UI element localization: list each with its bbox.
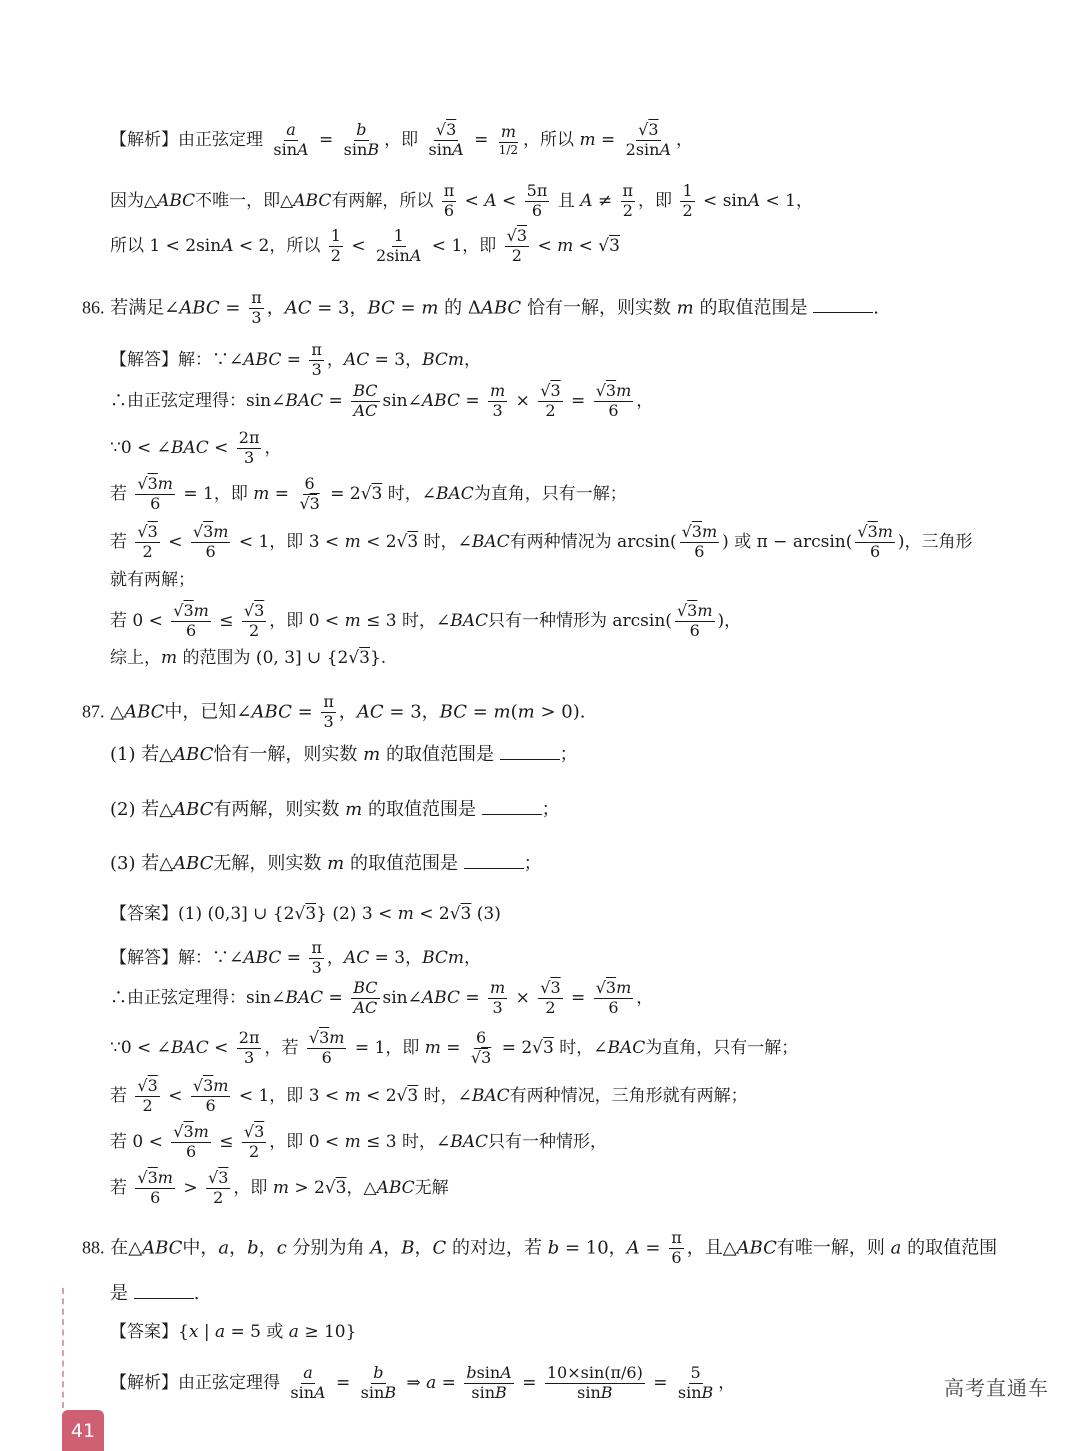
page-number: 41: [70, 1419, 96, 1442]
text-line: 若 $\frac{√3m}{6}$ > $\frac{√3}{2}$ ，即 m > 2√3，△ABC无解: [110, 1168, 449, 1207]
text-line: 若 0 < $\frac{√3m}{6}$ ≤ $\frac{√3}{2}$ ，即 0 < m ≤ 3 时，∠BAC只有一种情形为 arcsin( $\frac{√3m}{6}$ )，: [110, 601, 742, 640]
text-line: 所以 1 < 2sinA < 2，所以 $\frac{1}{2}$ < $\frac{1}{2\sin A}$ < 1，即 $\frac{√3}{2}$ < m < √3: [110, 226, 620, 265]
text-line: 若 $\frac{√3}{2}$ < $\frac{√3m}{6}$ < 1，即 3 < m < 2√3 时，∠BAC有两种情况，三角形就有两解；: [110, 1076, 748, 1115]
text-line: 若 $\frac{√3}{2}$ < $\frac{√3m}{6}$ < 1，即 3 < m < 2√3 时，∠BAC有两种情况为 arcsin( $\frac{√3m}{6}$ ) 或 π − arcsin( $\frac{√3m}{6}$ )，三角形: [110, 522, 973, 561]
text-line: 若 $\frac{√3m}{6}$ = 1，即 m = $\frac{6}{√3}$ = 2√3 时，∠BAC为直角，只有一解；: [110, 474, 627, 513]
text-line: 【解析】由正弦定理 $\frac{a}{\sin A}$ = $\frac{b}{\sin B}$ ，即 $\frac{√3}{\sin A}$ = $\frac{m}{1/2}$ ，所以 m = $\frac{√3}{2\sin A}$ ，: [110, 120, 694, 159]
text-line: ∵0 < ∠BAC < $\frac{2\pi}{3}$ ，若 $\frac{√3m}{6}$ = 1，即 m = $\frac{6}{√3}$ = 2√3 时，∠BAC为直角，只有一解；: [110, 1028, 799, 1067]
text-line: ∴由正弦定理得：sin∠BAC = $\frac{BC}{AC}$ sin∠ABC = $\frac{m}{3}$ × $\frac{√3}{2}$ = $\frac{√3m}{6}$ ，: [110, 381, 654, 420]
text-line: 综上，m 的范围为 (0, 3] ∪ {2√3}.: [110, 648, 387, 668]
text-line: 【解答】解：∵∠ABC = $\frac{\pi}{3}$ ，AC = 3，BCm，: [110, 938, 482, 977]
answer-line: 【答案】{x | a = 5 或 a ≥ 10}: [110, 1322, 357, 1342]
text-line: 【解析】由正弦定理得 $\frac{a}{\sin A}$ = $\frac{b}{\sin B}$ ⇒ a = $\frac{bsinA}{\sin B}$ = $\frac{10\times\sin(\pi/6)}{\sin B}$ = $\frac{5}{\sin B}$ ，: [110, 1363, 736, 1402]
text-line: 若 0 < $\frac{√3m}{6}$ ≤ $\frac{√3}{2}$ ，即 0 < m ≤ 3 时，∠BAC只有一种情形，: [110, 1122, 607, 1161]
answer-line: 【答案】(1) (0,3] ∪ {2√3} (2) 3 < m < 2√3 (3): [110, 904, 501, 924]
text-line: 【解答】解：∵∠ABC = $\frac{\pi}{3}$ ，AC = 3，BCm，: [110, 340, 482, 379]
text-line: 因为△ABC不唯一，即△ABC有两解，所以 $\frac{\pi}{6}$ < A < $\frac{5\pi}{6}$ 且 A ≠ $\frac{\pi}{2}$ ，即 $\frac{1}{2}$ < sinA < 1，: [110, 181, 813, 220]
margin-dashed-line: [62, 1288, 64, 1408]
text-line: ∵0 < ∠BAC < $\frac{2\pi}{3}$ ，: [110, 428, 282, 467]
text-line: 就有两解；: [110, 570, 195, 590]
question-86: 86. 若满足∠ABC = $\frac{\pi}{3}$ ，AC = 3，BC = m 的 ΔABC 恰有一解，则实数 m 的取值范围是 .: [82, 288, 879, 327]
watermark-text: 高考直通车: [944, 1376, 1049, 1400]
question-88: 88. 在△ABC中，a，b，c 分别为角 A，B，C 的对边，若 b = 10，A = $\frac{\pi}{6}$ ，且△ABC有唯一解，则 a 的取值范围: [82, 1228, 998, 1267]
sub-question-3: (3) 若△ABC无解，则实数 m 的取值范围是 ；: [110, 853, 542, 874]
page-number-tab: [62, 1410, 104, 1451]
text-line: 是 .: [110, 1283, 200, 1304]
question-87: 87. △ABC中，已知∠ABC = $\frac{\pi}{3}$ ，AC = 3，BC = m(m > 0).: [82, 692, 586, 731]
text-line: ∴由正弦定理得：sin∠BAC = $\frac{BC}{AC}$ sin∠ABC = $\frac{m}{3}$ × $\frac{√3}{2}$ = $\frac{√3m}{6}$ ，: [110, 978, 654, 1017]
sub-question-2: (2) 若△ABC有两解，则实数 m 的取值范围是 ；: [110, 799, 560, 820]
sub-question-1: (1) 若△ABC恰有一解，则实数 m 的取值范围是 ；: [110, 744, 578, 765]
